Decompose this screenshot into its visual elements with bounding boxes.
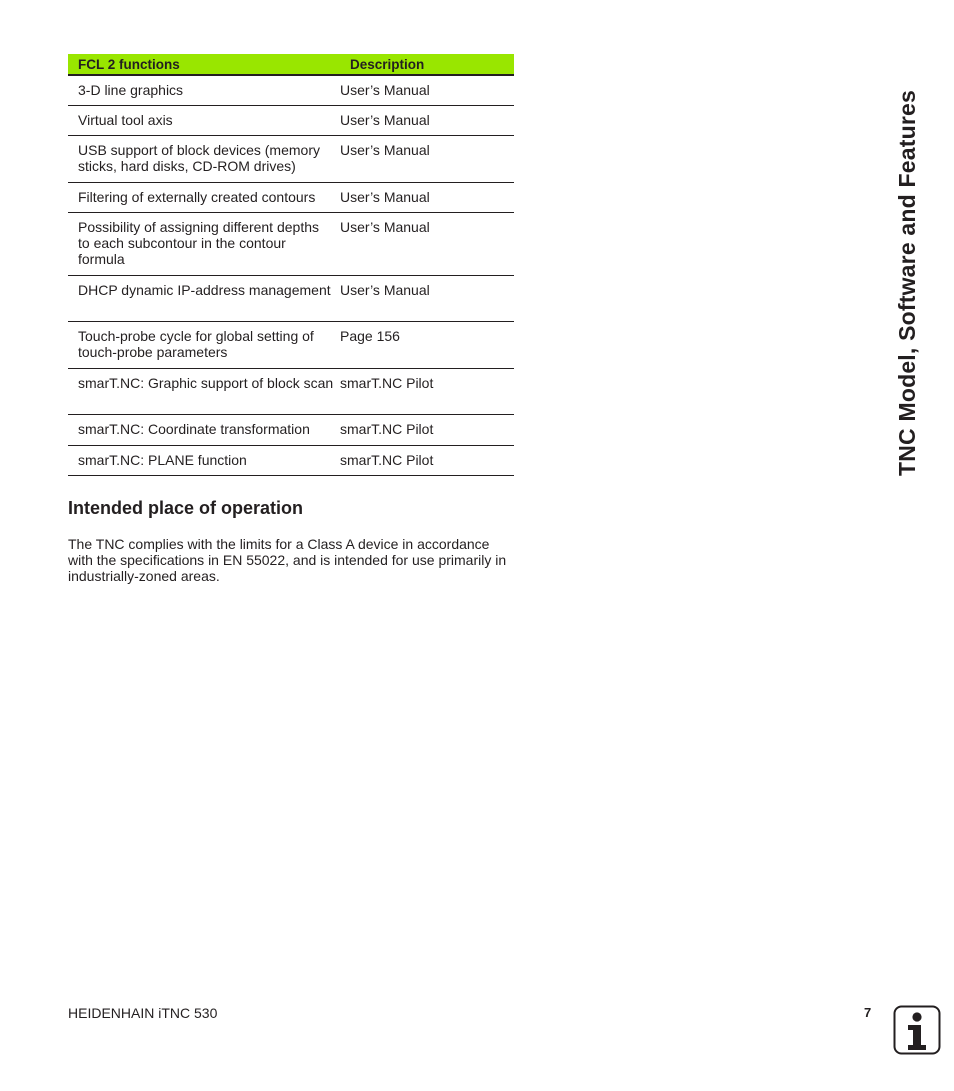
table-row: [68, 446, 514, 476]
page-number: 7: [864, 1005, 872, 1020]
row-function: Filtering of externally created contours: [78, 189, 316, 205]
chapter-side-title: TNC Model, Software and Features: [894, 90, 920, 476]
table-row: [68, 322, 514, 369]
row-description: User’s Manual: [340, 82, 430, 98]
row-function: Virtual tool axis: [78, 112, 173, 128]
table-row: [68, 183, 514, 213]
table-header: [68, 54, 514, 76]
row-description: User’s Manual: [340, 282, 430, 298]
header-description: Description: [350, 56, 425, 72]
fcl2-functions-table: [68, 54, 514, 476]
row-description: smarT.NC Pilot: [340, 421, 434, 437]
row-description: smarT.NC Pilot: [340, 375, 434, 391]
row-description: User’s Manual: [340, 142, 430, 158]
row-description: User’s Manual: [340, 112, 430, 128]
row-description: smarT.NC Pilot: [340, 452, 434, 468]
row-description: Page 156: [340, 328, 400, 344]
table-row: [68, 276, 514, 322]
table-row: [68, 415, 514, 446]
row-function: Possibility of assigning different depths to each subcontour in the contour formula: [78, 219, 319, 267]
row-description: User’s Manual: [340, 219, 430, 235]
row-function: DHCP dynamic IP-address management: [78, 282, 331, 298]
footer-product: HEIDENHAIN iTNC 530: [68, 1005, 218, 1021]
row-function: 3-D line graphics: [78, 82, 184, 98]
section-body: The TNC complies with the limits for a Class A device in accordance with the specifications in EN 55022, and is intended for use primarily in industrially-zoned areas.: [68, 536, 507, 584]
row-function: smarT.NC: Graphic support of block scan: [78, 375, 334, 391]
table-row: [68, 76, 514, 106]
row-function: smarT.NC: Coordinate transformation: [78, 421, 310, 437]
info-icon: [893, 1005, 941, 1055]
table-row: [68, 136, 514, 183]
section-heading: Intended place of operation: [68, 498, 304, 518]
row-function: USB support of block devices (memory sticks, hard disks, CD-ROM drives): [78, 142, 320, 174]
table-row: [68, 106, 514, 136]
table-row: [68, 369, 514, 415]
row-function: smarT.NC: PLANE function: [78, 452, 247, 468]
row-description: User’s Manual: [340, 189, 430, 205]
header-functions: FCL 2 functions: [78, 56, 180, 72]
row-function: Touch-probe cycle for global setting of touch-probe parameters: [78, 328, 314, 360]
table-row: [68, 213, 514, 276]
